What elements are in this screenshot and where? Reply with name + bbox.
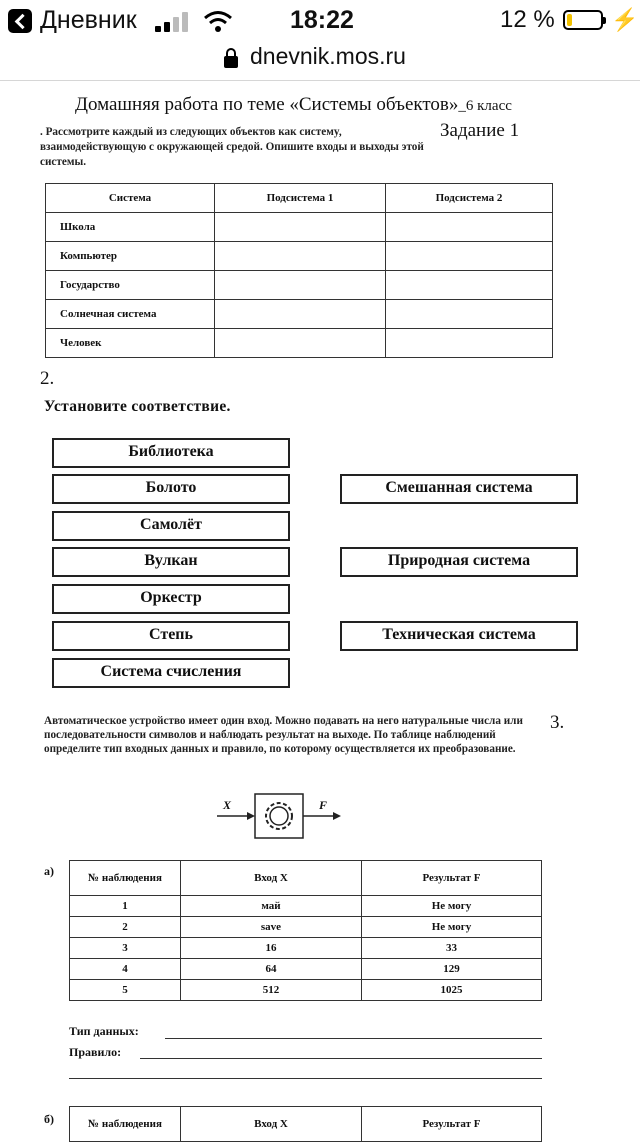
- table-cell: Человек: [46, 329, 215, 358]
- table-row: [46, 271, 553, 300]
- back-to-app-icon[interactable]: [8, 9, 32, 33]
- cellular-signal-icon: [155, 12, 189, 32]
- match-item: Система счисления: [52, 658, 290, 688]
- table-cell: Школа: [46, 213, 215, 242]
- status-bar: [0, 0, 640, 44]
- match-category: Техническая система: [340, 621, 578, 651]
- table-cell: май: [181, 896, 362, 917]
- table-row: [46, 300, 553, 329]
- table-header: Вход X: [181, 861, 362, 896]
- table-cell: 64: [181, 959, 362, 980]
- table-row: [70, 980, 542, 1001]
- answer-line: [140, 1058, 542, 1059]
- part-a-label: а): [44, 864, 54, 878]
- table-cell: 2: [70, 917, 181, 938]
- task1-table: [45, 183, 553, 358]
- match-item: Библиотека: [52, 438, 290, 468]
- table-header: № наблюдения: [70, 861, 181, 896]
- answer-line: [165, 1038, 542, 1039]
- table-cell: 3: [70, 938, 181, 959]
- task3-instructions: Автоматическое устройство имеет один вход. Можно подавать на него натуральные числа или последовательности символов и наблюдать результат на выходе. По таблице наблюдений определите тип входных данных и правило, по которому осуществляется их преобразование.: [44, 715, 523, 755]
- lock-icon: [224, 56, 238, 68]
- table-header: Вход X: [181, 1107, 362, 1142]
- table-header: Система: [46, 184, 215, 213]
- table-row: [46, 242, 553, 271]
- input-x-label: X: [223, 798, 232, 812]
- table-cell: 33: [362, 938, 542, 959]
- document-title-text: Домашняя работа по теме «Системы объектов»: [75, 94, 459, 115]
- data-type-label: Тип данных:: [69, 1024, 139, 1038]
- task3-number: 3.: [550, 712, 565, 733]
- table-row: [70, 896, 542, 917]
- task2-number: 2.: [40, 368, 55, 389]
- grade-label: _6 класс: [458, 98, 512, 114]
- battery-percent: 12 %: [500, 6, 555, 33]
- clock: 18:22: [290, 6, 354, 34]
- address-bar[interactable]: [0, 40, 640, 78]
- table-header: Подсистема 2: [386, 184, 553, 213]
- table-cell: Не могу: [362, 917, 542, 938]
- match-item: Оркестр: [52, 584, 290, 614]
- wifi-icon: [203, 9, 233, 33]
- table-cell: Государство: [46, 271, 215, 300]
- rule-label: Правило:: [69, 1045, 122, 1059]
- battery-icon: [563, 10, 603, 30]
- match-category: Смешанная система: [340, 474, 578, 504]
- header-divider: [0, 80, 640, 81]
- observations-table-b: [69, 1106, 542, 1142]
- table-row: [46, 329, 553, 358]
- observations-table-a: [69, 860, 542, 1001]
- table-header: Подсистема 1: [215, 184, 386, 213]
- output-f-label: F: [319, 798, 328, 812]
- table-row: [70, 917, 542, 938]
- task1-number: Задание 1: [440, 120, 520, 141]
- task1-instructions: . Рассмотрите каждый из следующих объектов как системy, взаимодействующую с окружающей средой. Опишите входы и выходы этой системы.: [40, 126, 424, 168]
- table-row: [70, 959, 542, 980]
- url-text[interactable]: dnevnik.mos.ru: [250, 43, 406, 69]
- table-cell: Солнечная система: [46, 300, 215, 329]
- table-cell: Компьютер: [46, 242, 215, 271]
- table-row: [70, 938, 542, 959]
- table-cell: 512: [181, 980, 362, 1001]
- match-item: Вулкан: [52, 547, 290, 577]
- match-item: Самолёт: [52, 511, 290, 541]
- table-cell: 1025: [362, 980, 542, 1001]
- table-header: Результат F: [362, 1107, 542, 1142]
- table-cell: Не могу: [362, 896, 542, 917]
- table-cell: 4: [70, 959, 181, 980]
- answer-line: [69, 1078, 542, 1079]
- table-cell: 129: [362, 959, 542, 980]
- task2-title: Установите соответствие.: [44, 398, 231, 415]
- back-app-label[interactable]: Дневник: [40, 6, 137, 34]
- table-cell: save: [181, 917, 362, 938]
- table-row: [46, 213, 553, 242]
- match-item: Болото: [52, 474, 290, 504]
- table-header: Результат F: [362, 861, 542, 896]
- table-cell: 5: [70, 980, 181, 1001]
- charging-bolt-icon: ⚡: [611, 7, 639, 32]
- match-item: Степь: [52, 621, 290, 651]
- table-cell: 1: [70, 896, 181, 917]
- table-header: № наблюдения: [70, 1107, 181, 1142]
- device-diagram: [215, 790, 345, 840]
- match-category: Природная система: [340, 547, 578, 577]
- part-b-label: б): [44, 1112, 54, 1126]
- document-title: [75, 94, 512, 116]
- table-cell: 16: [181, 938, 362, 959]
